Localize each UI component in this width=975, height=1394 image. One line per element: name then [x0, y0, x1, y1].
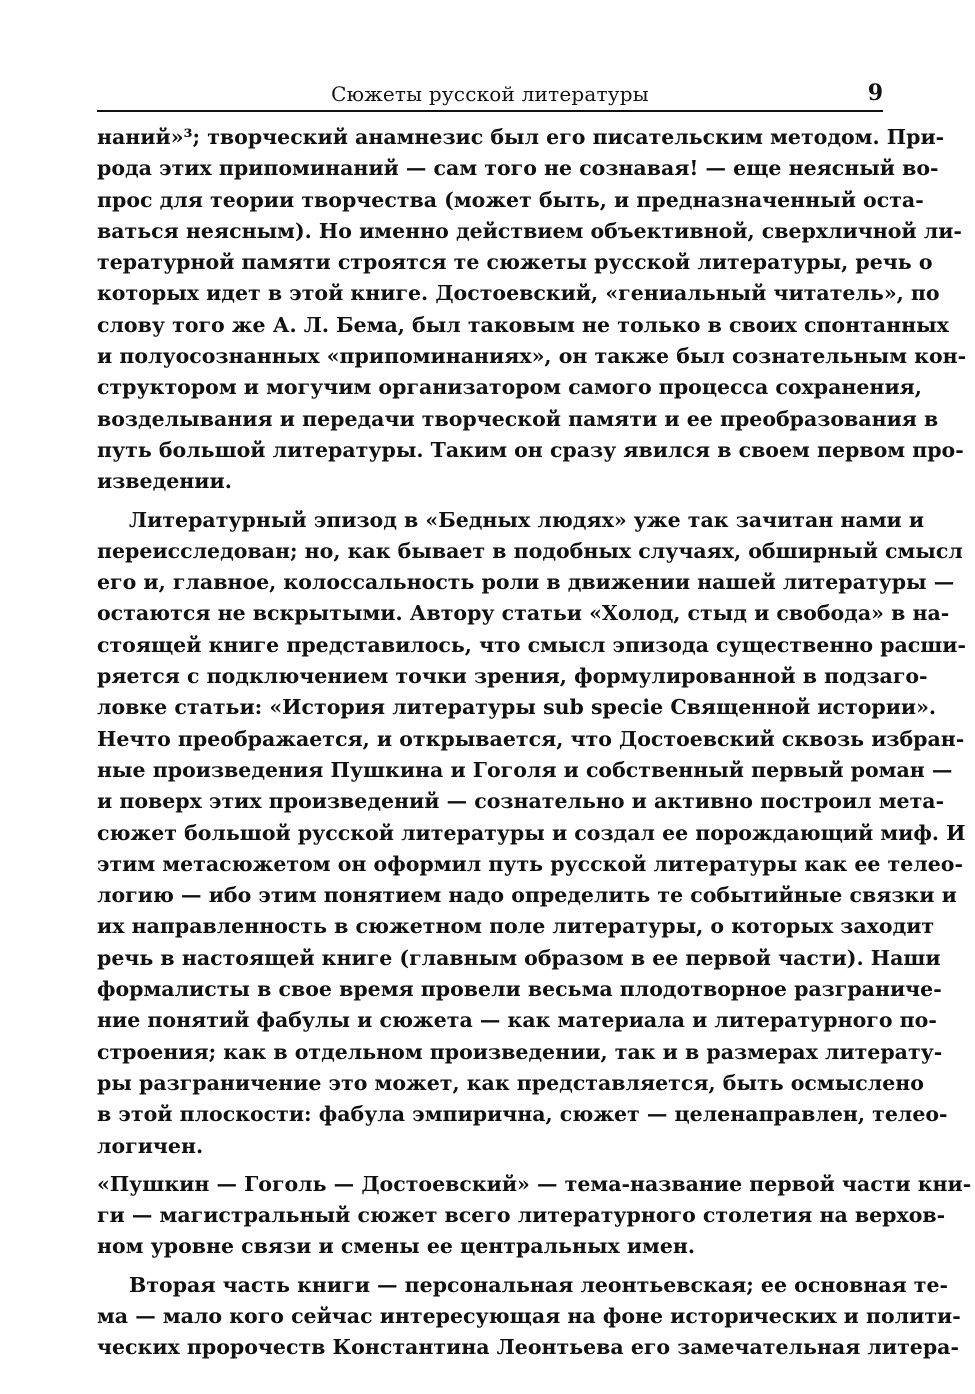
text-line: ма — мало кого сейчас интересующая на фоне исторических и полити- [97, 1303, 961, 1328]
text-line: Литературный эпизод в «Бедных людях» уже так зачитан нами и [129, 507, 925, 532]
text-line: слову того же А. Л. Бема, был таковым не только в своих спонтанных [97, 312, 949, 337]
body-text [97, 122, 972, 1364]
text-line: их направленность в сюжетном поле литературы, о которых заходит [97, 914, 935, 939]
text-line: ные произведения Пушкина и Гоголя и собственный первый роман — [97, 757, 953, 782]
running-title: Сюжеты русской литературы [331, 82, 649, 106]
text-line: возделывания и передачи творческой памяти и ее преобразования в [97, 406, 939, 431]
text-line: формалисты в свое время провели весьма плодотворное разграниче- [97, 977, 942, 1002]
text-line: остаются не вскрытыми. Автору статьи «Холод, стыд и свобода» в на- [97, 601, 950, 626]
text-line: в этой плоскости: фабула эмпирична, сюжет — целенаправлен, телео- [97, 1102, 948, 1127]
running-head [97, 80, 883, 112]
text-line: этим метасюжетом он оформил путь русской литературы как ее телео- [97, 851, 963, 876]
text-line: ном уровне связи и смены ее центральных имен. [97, 1234, 696, 1259]
text-line: «Пушкин — Гоголь — Достоевский» — тема-название первой части кни- [97, 1171, 972, 1196]
paragraph [97, 122, 967, 498]
text-line: сюжет большой русской литературы и создал ее порождающий миф. И [97, 820, 966, 845]
paragraph [97, 505, 967, 1162]
text-line: структором и могучим организатором самого процесса сохранения, [97, 375, 922, 400]
text-line: путь большой литературы. Таким он сразу явился в своем первом про- [97, 437, 964, 462]
paragraph [97, 1169, 972, 1263]
page-number: 9 [867, 80, 883, 106]
text-line: ряется с подключением точки зрения, формулированной в подзаго- [97, 664, 928, 689]
text-line: стоящей книге представилось, что смысл эпизода существенно расши- [97, 632, 967, 657]
text-line: ловке статьи: «История литературы sub specie Священной истории». [97, 695, 937, 720]
text-line: речь в настоящей книге (главным образом в ее первой части). Наши [97, 945, 941, 970]
text-line: логичен. [97, 1133, 204, 1158]
text-line: изведении. [97, 469, 232, 494]
text-line: Вторая часть книги — персональная леонтьевская; ее основная те- [129, 1272, 949, 1297]
text-line: и поверх этих произведений — сознательно и активно построил мета- [97, 789, 945, 814]
text-line: и полуосознанных «припоминаниях», он также был сознательным кон- [97, 344, 967, 369]
text-line: ние понятий фабулы и сюжета — как материала и литературного по- [97, 1008, 937, 1033]
text-line: тературной памяти строятся те сюжеты русской литературы, речь о [97, 250, 933, 275]
text-line: переисследован; но, как бывает в подобных случаях, обширный смысл [97, 538, 963, 563]
text-line: ги — магистральный сюжет всего литературного столетия на верхов- [97, 1203, 946, 1228]
text-line: Нечто преображается, и открывается, что Достоевский сквозь избран- [97, 726, 965, 751]
book-page [97, 80, 972, 1371]
text-line: его и, главное, колоссальность роли в движении нашей литературы — [97, 570, 955, 595]
text-line: наний»³; творческий анамнезис был его писательским методом. При- [97, 125, 945, 149]
text-line: логию — ибо этим понятием надо определить те событийные связки и [97, 883, 957, 908]
text-line: ры разграничение это может, как представляется, быть осмыслено [97, 1070, 924, 1095]
text-line: строения; как в отдельном произведении, так и в размерах литерату- [97, 1039, 943, 1064]
text-line: прос для теории творчества (может быть, и предназначенный оста- [97, 187, 924, 212]
paragraph [97, 1270, 961, 1364]
text-line: рода этих припоминаний — сам того не сознавая! — еще неясный во- [97, 156, 939, 181]
text-line: которых идет в этой книге. Достоевский, «гениальный читатель», по [97, 281, 940, 306]
text-line: ваться неясным). Но именно действием объективной, сверхличной ли- [97, 218, 962, 243]
text-line: ческих пророчеств Константина Леонтьева его замечательная литера- [97, 1335, 959, 1360]
